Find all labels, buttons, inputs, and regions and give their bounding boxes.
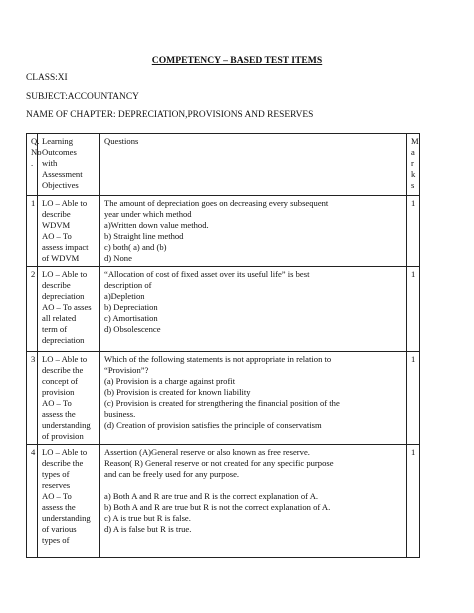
- marks-cell: 1: [407, 445, 420, 558]
- learning-outcome-line: describe: [42, 280, 71, 290]
- question-line: (b) Provision is created for known liability: [104, 387, 251, 397]
- marks-cell: 1: [407, 196, 420, 267]
- learning-outcome-line: assess impact: [42, 242, 89, 252]
- class-line: CLASS:XI: [26, 73, 68, 83]
- question-line: description of: [104, 280, 152, 290]
- learning-outcome-line: describe: [42, 209, 71, 219]
- question-cell: [100, 445, 407, 558]
- question-line: (c) Provision is created for strengthering the financial position of the: [104, 398, 340, 408]
- table-row: [27, 445, 420, 558]
- learning-outcome-line: reserves: [42, 480, 71, 490]
- header-learning-outcomes: Learning Outcomes with Assessment Objectives: [38, 134, 100, 196]
- question-line: The amount of depreciation goes on decreasing every subsequent: [104, 198, 329, 208]
- learning-outcome-line: understanding: [42, 513, 91, 523]
- learning-outcome-line: concept of: [42, 376, 79, 386]
- subject-line: SUBJECT:ACCOUNTANCY: [26, 92, 139, 102]
- learning-outcome-cell: [38, 445, 100, 558]
- marks-cell: 1: [407, 267, 420, 352]
- question-line: a) Both A and R are true and R is the correct explanation of A.: [104, 491, 319, 501]
- question-line: d) None: [104, 253, 132, 263]
- learning-outcome-line: of various: [42, 524, 77, 534]
- learning-outcome-line: depreciation: [42, 291, 85, 301]
- question-number: 1: [27, 196, 38, 267]
- learning-outcome-line: describe the: [42, 365, 84, 375]
- learning-outcome-cell: [38, 196, 100, 267]
- learning-outcome-line: understanding: [42, 420, 91, 430]
- header-questions: Questions: [100, 134, 407, 196]
- question-line: Which of the following statements is not appropriate in relation to: [104, 354, 332, 364]
- learning-outcome-line: depreciation: [42, 335, 85, 345]
- learning-outcome-line: AO – To: [42, 398, 72, 408]
- learning-outcome-cell: [38, 267, 100, 352]
- question-line: b) Depreciation: [104, 302, 158, 312]
- question-line: c) both( a) and (b): [104, 242, 167, 252]
- learning-outcome-line: of WDVM: [42, 253, 80, 263]
- learning-outcome-line: types of: [42, 469, 70, 479]
- marks-cell: 1: [407, 352, 420, 445]
- page-title: COMPETENCY – BASED TEST ITEMS: [151, 55, 323, 66]
- question-cell: [100, 352, 407, 445]
- header-question-number: Q. No .: [27, 134, 38, 196]
- learning-outcome-line: types of: [42, 535, 70, 545]
- learning-outcome-line: LO – Able to: [42, 198, 88, 208]
- learning-outcome-line: LO – Able to: [42, 354, 88, 364]
- question-line: a)Depletion: [104, 291, 145, 301]
- question-line: (d) Creation of provision satisfies the principle of conservatism: [104, 420, 322, 430]
- question-line: d) A is false but R is true.: [104, 524, 192, 534]
- learning-outcome-line: all related: [42, 313, 77, 323]
- learning-outcome-line: LO – Able to: [42, 269, 88, 279]
- question-number: 3: [27, 352, 38, 445]
- learning-outcome-line: provision: [42, 387, 75, 397]
- learning-outcome-line: AO – To asses: [42, 302, 92, 312]
- question-line: b) Straight line method: [104, 231, 184, 241]
- learning-outcome-line: AO – To: [42, 491, 72, 501]
- question-line: c) Amortisation: [104, 313, 158, 323]
- header-marks: M a r k s: [407, 134, 420, 196]
- learning-outcome-line: of provision: [42, 431, 84, 441]
- learning-outcome-line: describe the: [42, 458, 84, 468]
- question-number: 2: [27, 267, 38, 352]
- question-cell: [100, 196, 407, 267]
- question-line: Reason( R) General reserve or not created for any specific purpose: [104, 458, 334, 468]
- question-line: and can be freely used for any purpose.: [104, 469, 240, 479]
- question-line: year under which method: [104, 209, 192, 219]
- learning-outcome-line: WDVM: [42, 220, 71, 230]
- learning-outcome-line: AO – To: [42, 231, 72, 241]
- learning-outcome-line: LO – Able to: [42, 447, 88, 457]
- learning-outcome-cell: [38, 352, 100, 445]
- question-line: “Provision”?: [104, 365, 149, 375]
- question-line: a)Written down value method.: [104, 220, 209, 230]
- learning-outcome-line: term of: [42, 324, 68, 334]
- table-row: [27, 267, 420, 352]
- question-line: d) Obsolescence: [104, 324, 161, 334]
- table-header-row: [27, 134, 420, 196]
- table-row: [27, 196, 420, 267]
- table-row: [27, 352, 420, 445]
- question-cell: [100, 267, 407, 352]
- question-line: (a) Provision is a charge against profit: [104, 376, 236, 386]
- question-line: b) Both A and R are true but R is not the correct explanation of A.: [104, 502, 331, 512]
- question-number: 4: [27, 445, 38, 558]
- test-items-table: [26, 133, 420, 558]
- question-line: Assertion (A)General reserve or also known as free reserve.: [104, 447, 310, 457]
- question-line: business.: [104, 409, 136, 419]
- chapter-line: NAME OF CHAPTER: DEPRECIATION,PROVISIONS AND RESERVES: [26, 110, 314, 120]
- question-line: [104, 480, 403, 491]
- learning-outcome-line: assess the: [42, 409, 76, 419]
- question-line: c) A is true but R is false.: [104, 513, 191, 523]
- question-line: “Allocation of cost of fixed asset over its useful life” is best: [104, 269, 310, 279]
- learning-outcome-line: assess the: [42, 502, 76, 512]
